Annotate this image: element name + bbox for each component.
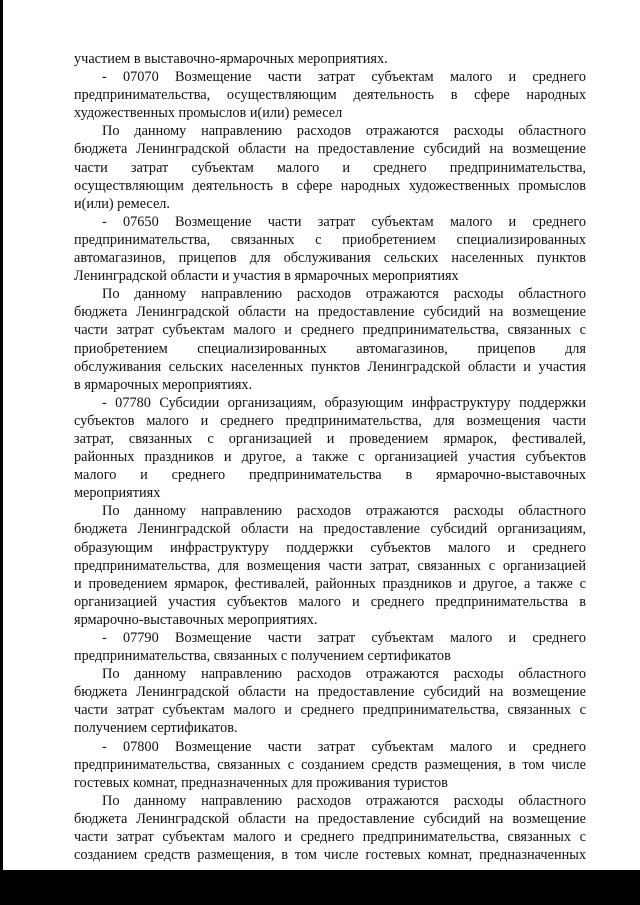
text-line: части затрат субъектам малого и среднего предпринимательства, связанных с bbox=[74, 829, 586, 846]
text-line: - 07650 Возмещение части затрат субъектам малого и среднего bbox=[102, 213, 586, 230]
document-body bbox=[74, 50, 586, 864]
text-line: затрат, связанных с организацией и проведением ярмарок, фестивалей, bbox=[74, 430, 586, 447]
scan-bottom-band bbox=[0, 870, 640, 905]
text-line: - 07790 Возмещение части затрат субъектам малого и среднего bbox=[102, 630, 586, 646]
text-line: предпринимательства, связанных с приобретением специализированных bbox=[74, 231, 586, 248]
text-line: части затрат субъектам малого и среднего предпринимательства, bbox=[74, 159, 586, 176]
text-line: предпринимательства, осуществляющим деятельность в сфере народных bbox=[74, 87, 586, 104]
text-line: предпринимательства, связанных с созданием средств размещения, в том числе bbox=[74, 756, 586, 773]
text-line: - 07780 Субсидии организациям, образующим инфраструктуру поддержки bbox=[102, 394, 586, 411]
text-line: осуществляющим деятельность в сфере народных художественных промыслов bbox=[74, 177, 586, 194]
text-line: получением сертификатов. bbox=[74, 720, 238, 737]
text-line: По данному направлению расходов отражаются расходы областного bbox=[102, 792, 586, 809]
text-line: По данному направлению расходов отражаются расходы областного bbox=[102, 503, 586, 520]
text-line: части затрат субъектам малого и среднего предпринимательства, связанных с bbox=[74, 702, 586, 719]
text-line: участием в выставочно-ярмарочных мероприятиях. bbox=[74, 51, 388, 67]
text-line: мероприятиях bbox=[74, 485, 161, 502]
text-line: По данному направлению расходов отражаются расходы областного bbox=[102, 286, 586, 303]
text-line: созданием средств размещения, в том числе гостевых комнат, предназначенных bbox=[74, 847, 586, 864]
text-line: предпринимательства, связанных с получением сертификатов bbox=[74, 648, 451, 665]
text-line: - 07070 Возмещение части затрат субъектам малого и среднего bbox=[102, 69, 586, 86]
text-line: образующим инфраструктуру поддержки субъектов малого и среднего bbox=[74, 539, 586, 556]
text-line: в ярмарочных мероприятиях. bbox=[74, 376, 253, 393]
text-line: бюджета Ленинградской области на предоставление субсидий организациям, bbox=[74, 521, 586, 538]
text-line: приобретением специализированных автомагазинов, прицепов для bbox=[74, 340, 586, 357]
text-line: автомагазинов, прицепов для обслуживания сельских населенных пунктов bbox=[74, 250, 586, 267]
text-line: организацией участия субъектов малого и среднего предпринимательства в bbox=[74, 593, 586, 610]
text-line: - 07800 Возмещение части затрат субъектам малого и среднего bbox=[102, 738, 586, 755]
text-line: предпринимательства, для возмещения части затрат, связанных с организацией bbox=[74, 557, 586, 574]
text-line: и проведением ярмарок, фестивалей, районных праздников и другое, а также с bbox=[74, 575, 586, 592]
text-line: По данному направлению расходов отражаются расходы областного bbox=[102, 666, 586, 683]
text-line: и(или) ремесел. bbox=[74, 195, 171, 212]
text-line: бюджета Ленинградской области на предоставление субсидий на возмещение bbox=[74, 810, 586, 827]
text-line: малого и среднего предпринимательства в ярмарочно-выставочных bbox=[74, 467, 586, 484]
text-line: части затрат субъектам малого и среднего предпринимательства, связанных с bbox=[74, 322, 586, 339]
text-line: По данному направлению расходов отражаются расходы областного bbox=[102, 123, 586, 140]
text-line: гостевых комнат, предназначенных для проживания туристов bbox=[74, 774, 448, 791]
text-line: субъектов малого и среднего предпринимательства, для возмещения части bbox=[74, 412, 586, 429]
text-line: обслуживания сельских населенных пунктов Ленинградской области и участия bbox=[74, 358, 586, 375]
text-line: художественных промыслов и(или) ремесел bbox=[74, 105, 343, 122]
text-line: бюджета Ленинградской области на предоставление субсидий на возмещение bbox=[74, 141, 586, 158]
text-line: ярмарочно-выставочных мероприятиях. bbox=[74, 611, 318, 628]
text-line: Ленинградской области и участия в ярмарочных мероприятиях bbox=[74, 268, 459, 285]
text-line: бюджета Ленинградской области на предоставление субсидий на возмещение bbox=[74, 684, 586, 701]
text-line: районных праздников и другое, а также с организацией участия субъектов bbox=[74, 449, 586, 466]
scan-left-border bbox=[0, 0, 3, 905]
text-line: бюджета Ленинградской области на предоставление субсидий на возмещение bbox=[74, 304, 586, 321]
